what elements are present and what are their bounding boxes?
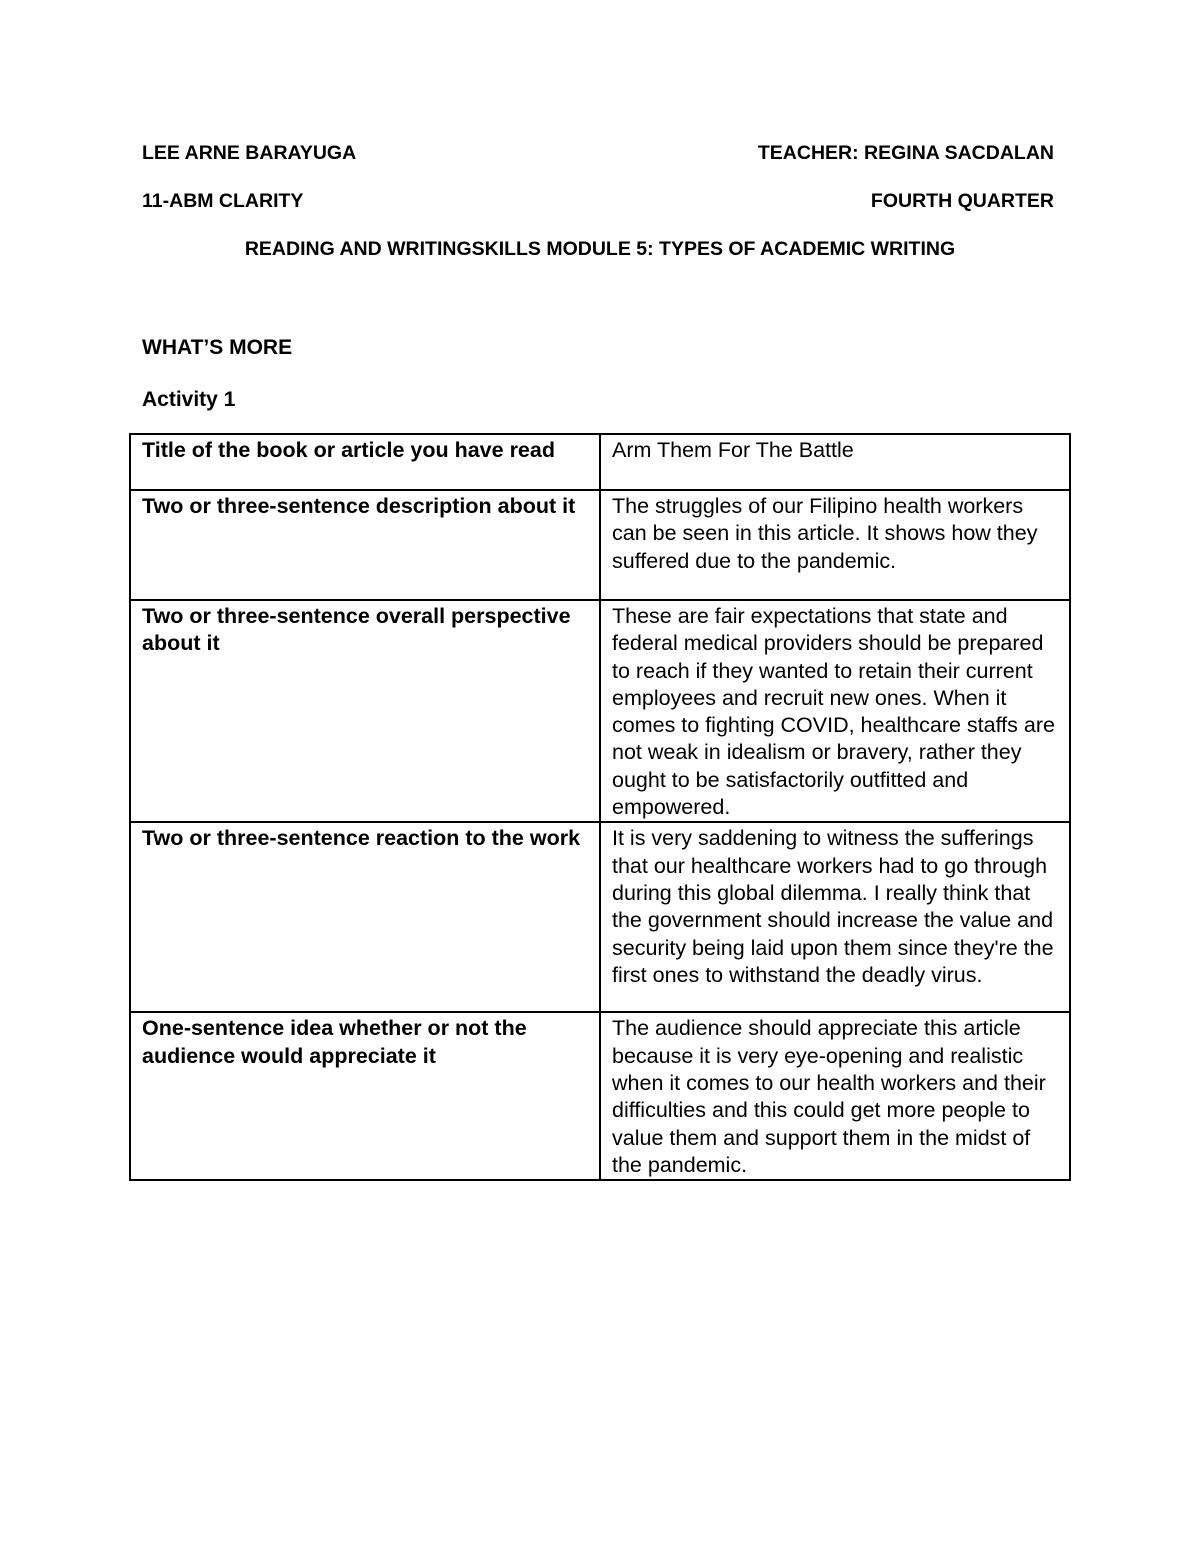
question-cell: One-sentence idea whether or not the audience would appreciate it xyxy=(130,1012,600,1180)
table-row xyxy=(130,434,1070,490)
question-cell: Two or three-sentence overall perspective about it xyxy=(130,600,600,822)
teacher-name: TEACHER: REGINA SACDALAN xyxy=(757,142,1054,164)
question-cell: Title of the book or article you have read xyxy=(130,434,600,490)
question-cell: Two or three-sentence reaction to the work xyxy=(130,822,600,1012)
class-section: 11-ABM CLARITY xyxy=(142,190,304,212)
table-row xyxy=(130,600,1070,822)
activity-table xyxy=(129,433,1071,1181)
answer-cell: The struggles of our Filipino health workers can be seen in this article. It shows how they suffered due to the pandemic. xyxy=(600,490,1070,600)
question-cell: Two or three-sentence description about it xyxy=(130,490,600,600)
module-title: READING AND WRITINGSKILLS MODULE 5: TYPES OF ACADEMIC WRITING xyxy=(244,238,956,260)
activity-heading: Activity 1 xyxy=(142,388,236,411)
table-row xyxy=(130,822,1070,1012)
answer-cell: These are fair expectations that state and federal medical providers should be prepared to reach if they wanted to retain their current employees and recruit new ones. When it comes to fighting COVID, healthcare staffs are not weak in idealism or bravery, rather they ought to be satisfactorily outfitted and empowered. xyxy=(600,600,1070,822)
quarter-label: FOURTH QUARTER xyxy=(870,190,1054,212)
answer-cell: The audience should appreciate this article because it is very eye-opening and realistic when it comes to our health workers and their difficulties and this could get more people to value them and support them in the midst of the pandemic. xyxy=(600,1012,1070,1180)
section-heading: WHAT’S MORE xyxy=(142,336,293,359)
table-row xyxy=(130,490,1070,600)
table-row xyxy=(130,1012,1070,1180)
student-name: LEE ARNE BARAYUGA xyxy=(142,142,357,164)
answer-cell: It is very saddening to witness the sufferings that our healthcare workers had to go through during this global dilemma. I really think that the government should increase the value and security being laid upon them since they're the first ones to withstand the deadly virus. xyxy=(600,822,1070,1012)
answer-cell: Arm Them For The Battle xyxy=(600,434,1070,490)
